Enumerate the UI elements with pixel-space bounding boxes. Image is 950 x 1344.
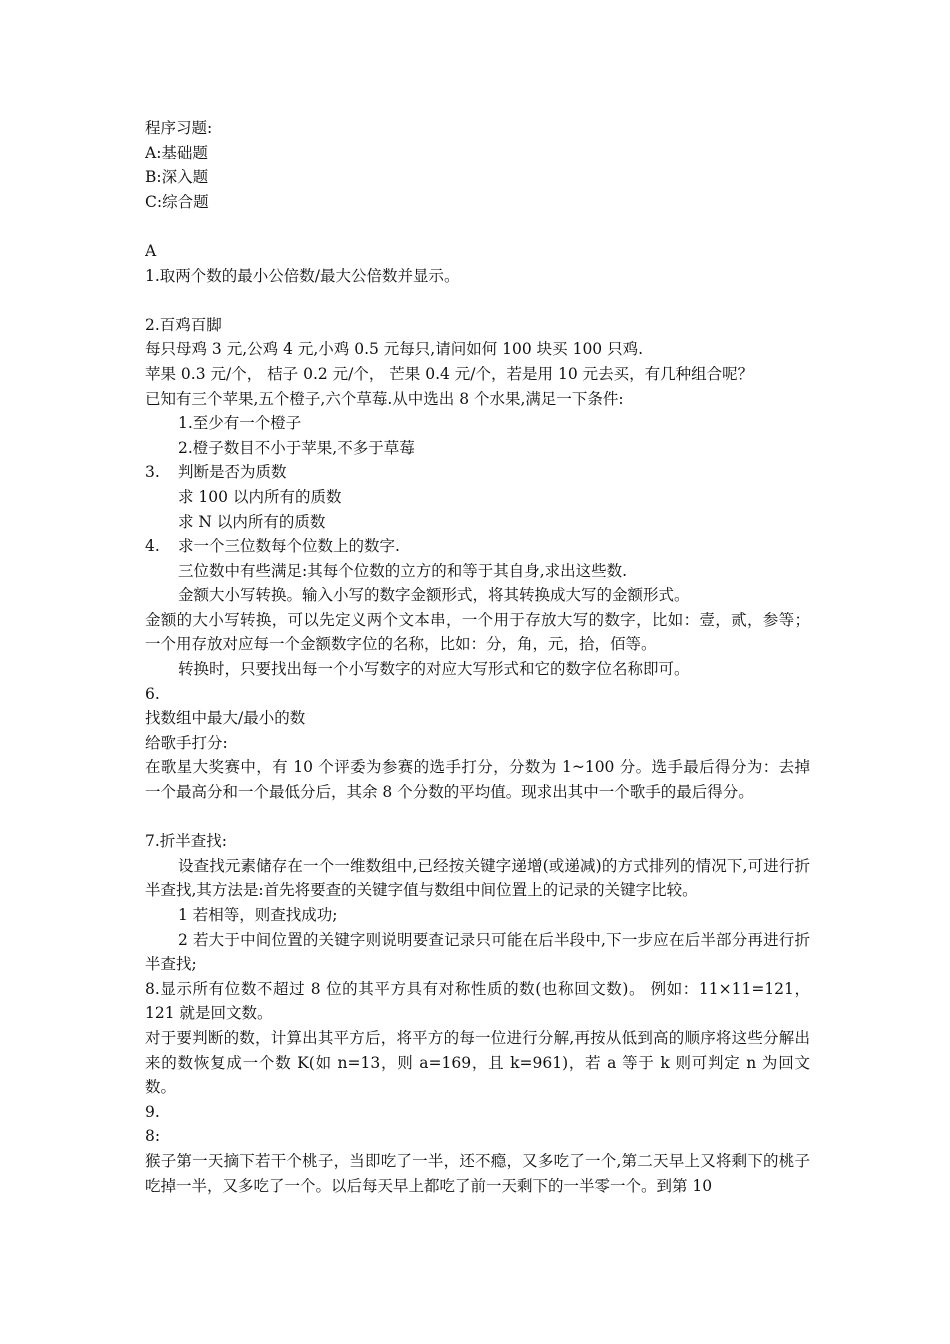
question-3-part-b: 求 N 以内所有的质数 xyxy=(178,512,326,531)
section-a-heading: A xyxy=(145,241,157,260)
question-6-paragraph: 在歌星大奖赛中，有 10 个评委为参赛的选手打分，分数为 1~100 分。选手最后得分为：去掉一个最高分和一个最低分后，其余 8 个分数的平均值。现求出其中一个歌手的最后得分。 xyxy=(145,758,810,802)
question-1: 1.取两个数的最小公倍数/最大公倍数并显示。 xyxy=(145,266,460,285)
spacer xyxy=(145,288,810,313)
question-4-number: 4. xyxy=(145,537,160,556)
intro-item-b: B:深入题 xyxy=(145,168,209,187)
question-4-paragraph-2: 转换时，只要找出每一个小写数字的对应大写形式和它的数字位名称即可。 xyxy=(178,660,690,679)
question-2-line-2: 苹果 0.3 元/个， 桔子 0.2 元/个， 芒果 0.4 元/个，若是用 10 元去买，有几种组合呢？ xyxy=(145,364,754,383)
question-7-case-2: 2 若大于中间位置的关键字则说明要查记录只可能在后半段中,下一步应在后半部分再进行折半查找; xyxy=(145,930,810,974)
question-8: 8.显示所有位数不超过 8 位的其平方具有对称性质的数(也称回文数)。 例如：11×11=121，121 就是回文数。 xyxy=(145,979,810,1023)
question-9-label: 8: xyxy=(145,1127,161,1146)
question-4-title-row xyxy=(145,534,810,559)
question-2-line-3: 已知有三个苹果,五个橙子,六个草莓.从中选出 8 个水果,满足一下条件: xyxy=(145,389,624,408)
question-3-part-a: 求 100 以内所有的质数 xyxy=(178,487,342,506)
spacer xyxy=(145,214,810,239)
question-4-title: 求一个三位数每个位数上的数字. xyxy=(178,537,400,556)
question-9-number: 9. xyxy=(145,1102,160,1121)
question-3-number: 3. xyxy=(145,463,160,482)
question-6-part-a: 找数组中最大/最小的数 xyxy=(145,709,306,728)
question-7-paragraph: 设查找元素储存在一个一维数组中,已经按关键字递增(或递减)的方式排列的情况下,可进行折半查找,其方法是:首先将要查的关键字值与数组中间位置上的记录的关键字比较。 xyxy=(145,856,810,900)
question-4-part-a: 三位数中有些满足:其每个位数的立方的和等于其自身,求出这些数. xyxy=(178,561,628,580)
document-body xyxy=(145,116,810,1198)
question-9-paragraph: 猴子第一天摘下若干个桃子，当即吃了一半，还不瘾，又多吃了一个,第二天早上又将剩下的桃子吃掉一半，又多吃了一个。以后每天早上都吃了前一天剩下的一半零一个。到第 10 xyxy=(145,1151,810,1195)
intro-item-a: A:基础题 xyxy=(145,143,208,162)
spacer xyxy=(145,805,810,830)
question-2-title: 2.百鸡百脚 xyxy=(145,315,222,334)
question-2-line-1: 每只母鸡 3 元,公鸡 4 元,小鸡 0.5 元每只,请问如何 100 块买 100 只鸡. xyxy=(145,340,644,359)
question-3-title-row xyxy=(145,460,810,485)
question-7-title: 7.折半查找: xyxy=(145,832,228,851)
question-8-paragraph: 对于要判断的数，计算出其平方后，将平方的每一位进行分解,再按从低到高的顺序将这些分解出来的数恢复成一个数 K(如 n=13，则 a=169，且 k=961)，若 a 等于 k 则可判定 n 为回文数。 xyxy=(145,1028,810,1097)
question-2-condition-1: 1.至少有一个橙子 xyxy=(178,414,302,433)
intro-item-c: C:综合题 xyxy=(145,192,209,211)
question-3-title: 判断是否为质数 xyxy=(178,463,287,482)
question-6-part-b: 给歌手打分: xyxy=(145,733,228,752)
question-4-paragraph-1: 金额的大小写转换，可以先定义两个文本串，一个用于存放大写的数字，比如：壹，贰，参等；一个用存放对应每一个金额数字位的名称，比如：分，角，元，拾，佰等。 xyxy=(145,610,810,654)
intro-title: 程序习题: xyxy=(145,119,213,137)
question-4-part-b: 金额大小写转换。输入小写的数字金额形式，将其转换成大写的金额形式。 xyxy=(178,586,690,605)
question-2-condition-2: 2.橙子数目不小于苹果,不多于草莓 xyxy=(178,438,415,457)
question-6-number: 6. xyxy=(145,684,160,703)
question-7-case-1: 1 若相等，则查找成功; xyxy=(178,906,338,924)
